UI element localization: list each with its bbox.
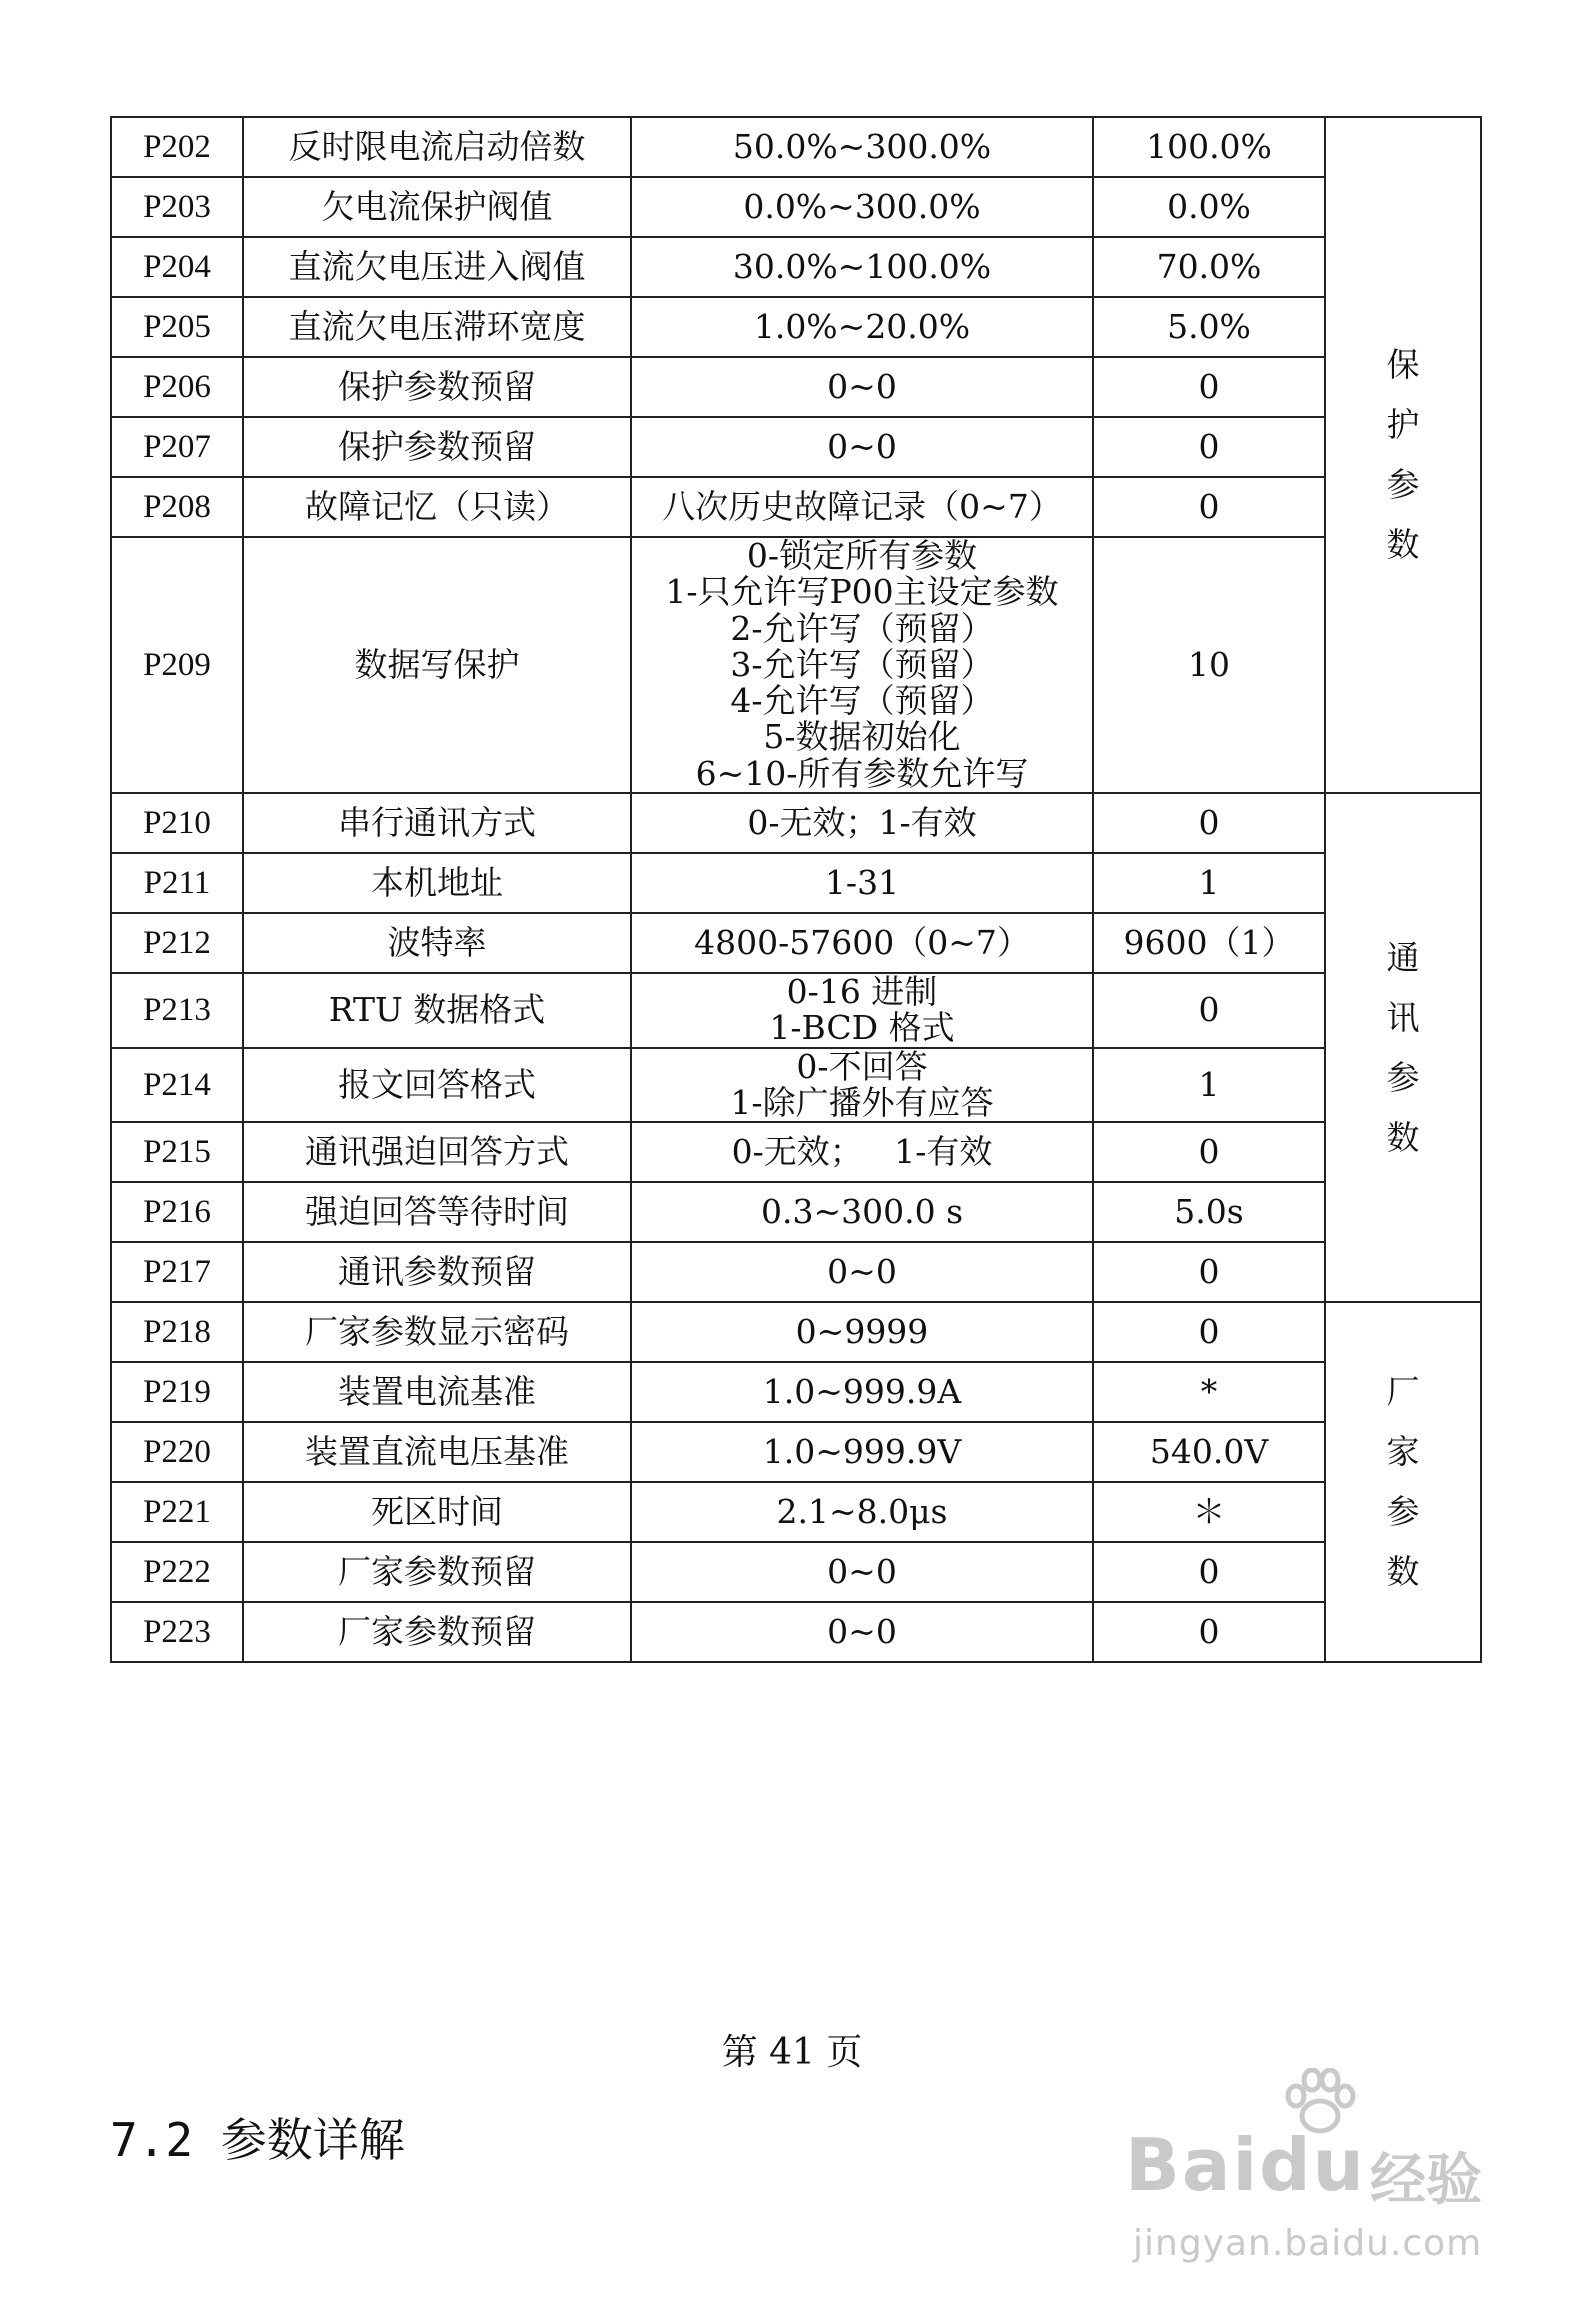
table-row: [111, 117, 1481, 177]
param-range: 0-不回答 1-除广播外有应答: [631, 1048, 1093, 1123]
table-row: [111, 1482, 1481, 1542]
param-code: P210: [111, 793, 243, 853]
param-default: 0: [1093, 1602, 1325, 1662]
table-row: [111, 1362, 1481, 1422]
param-code: P213: [111, 973, 243, 1048]
param-range: 0~0: [631, 1542, 1093, 1602]
param-name: 报文回答格式: [243, 1048, 631, 1123]
table-row: [111, 477, 1481, 537]
param-default: 0.0%: [1093, 177, 1325, 237]
param-code: P221: [111, 1482, 243, 1542]
param-range: 50.0%~300.0%: [631, 117, 1093, 177]
param-range: 0-锁定所有参数 1-只允许写P00主设定参数 2-允许写（预留） 3-允许写（预留） 4-允许写（预留） 5-数据初始化 6~10-所有参数允许写: [631, 537, 1093, 793]
table-row: [111, 973, 1481, 1048]
table-row: [111, 913, 1481, 973]
param-name: 厂家参数预留: [243, 1602, 631, 1662]
param-default: 0: [1093, 973, 1325, 1048]
param-code: P212: [111, 913, 243, 973]
param-default: 0: [1093, 1242, 1325, 1302]
param-code: P215: [111, 1122, 243, 1182]
table-row: [111, 1182, 1481, 1242]
param-code: P211: [111, 853, 243, 913]
table-row: [111, 1048, 1481, 1123]
param-range: 0-无效； 1-有效: [631, 1122, 1093, 1182]
param-range: 八次历史故障记录（0~7）: [631, 477, 1093, 537]
param-default: 70.0%: [1093, 237, 1325, 297]
param-name: 强迫回答等待时间: [243, 1182, 631, 1242]
param-default: ＊: [1093, 1482, 1325, 1542]
param-name: 直流欠电压进入阀值: [243, 237, 631, 297]
param-range: 1.0~999.9V: [631, 1422, 1093, 1482]
param-name: 保护参数预留: [243, 417, 631, 477]
table-row: [111, 177, 1481, 237]
param-code: P217: [111, 1242, 243, 1302]
param-code: P204: [111, 237, 243, 297]
param-name: 故障记忆（只读）: [243, 477, 631, 537]
table-row: [111, 1542, 1481, 1602]
param-range: 30.0%~100.0%: [631, 237, 1093, 297]
param-name: 保护参数预留: [243, 357, 631, 417]
param-name: 欠电流保护阀值: [243, 177, 631, 237]
param-default: 5.0%: [1093, 297, 1325, 357]
param-default: 9600（1）: [1093, 913, 1325, 973]
param-range: 1.0~999.9A: [631, 1362, 1093, 1422]
table-row: [111, 237, 1481, 297]
param-code: P219: [111, 1362, 243, 1422]
watermark-brand-cn: 经验: [1370, 2148, 1482, 2213]
param-code: P205: [111, 297, 243, 357]
param-default: 0: [1093, 477, 1325, 537]
param-default: 0: [1093, 1122, 1325, 1182]
param-range: 0-无效；1-有效: [631, 793, 1093, 853]
param-name: 数据写保护: [243, 537, 631, 793]
param-default: *: [1093, 1362, 1325, 1422]
param-range: 4800-57600（0~7）: [631, 913, 1093, 973]
table-row: [111, 793, 1481, 853]
param-range: 0~0: [631, 417, 1093, 477]
parameter-table: [110, 116, 1482, 1663]
group-label-communication: 通 讯 参 数: [1325, 793, 1481, 1302]
param-default: 10: [1093, 537, 1325, 793]
param-name: 死区时间: [243, 1482, 631, 1542]
param-code: P202: [111, 117, 243, 177]
table-row: [111, 297, 1481, 357]
param-code: P214: [111, 1048, 243, 1123]
group-label-protection: 保 护 参 数: [1325, 117, 1481, 793]
table-row: [111, 417, 1481, 477]
param-name: 串行通讯方式: [243, 793, 631, 853]
page-number: 第 41 页: [721, 2032, 863, 2073]
param-default: 100.0%: [1093, 117, 1325, 177]
param-range: 1.0%~20.0%: [631, 297, 1093, 357]
param-name: 反时限电流启动倍数: [243, 117, 631, 177]
table-row: [111, 853, 1481, 913]
table-row: [111, 1122, 1481, 1182]
param-range: 0.0%~300.0%: [631, 177, 1093, 237]
param-name: 直流欠电压滞环宽度: [243, 297, 631, 357]
param-code: P208: [111, 477, 243, 537]
param-name: 波特率: [243, 913, 631, 973]
param-code: P222: [111, 1542, 243, 1602]
param-default: 540.0V: [1093, 1422, 1325, 1482]
param-name: 通讯强迫回答方式: [243, 1122, 631, 1182]
table-row: [111, 1242, 1481, 1302]
param-code: P220: [111, 1422, 243, 1482]
table-row: [111, 1422, 1481, 1482]
param-code: P223: [111, 1602, 243, 1662]
param-default: 0: [1093, 1542, 1325, 1602]
param-code: P216: [111, 1182, 243, 1242]
param-range: 0-16 进制 1-BCD 格式: [631, 973, 1093, 1048]
section-heading: 7.2 参数详解: [110, 2113, 405, 2167]
param-range: 1-31: [631, 853, 1093, 913]
param-name: 厂家参数显示密码: [243, 1302, 631, 1362]
table-row: [111, 1602, 1481, 1662]
param-default: 0: [1093, 417, 1325, 477]
param-code: P203: [111, 177, 243, 237]
param-code: P207: [111, 417, 243, 477]
table-row: [111, 537, 1481, 793]
table-row: [111, 1302, 1481, 1362]
param-range: 2.1~8.0μs: [631, 1482, 1093, 1542]
param-name: 厂家参数预留: [243, 1542, 631, 1602]
param-range: 0.3~300.0 s: [631, 1182, 1093, 1242]
baidu-jingyan-watermark: [1125, 2068, 1505, 2278]
group-label-factory: 厂 家 参 数: [1325, 1302, 1481, 1662]
param-default: 0: [1093, 1302, 1325, 1362]
param-default: 0: [1093, 793, 1325, 853]
watermark-url: jingyan.baidu.com: [1133, 2223, 1483, 2264]
param-code: P209: [111, 537, 243, 793]
param-name: 装置直流电压基准: [243, 1422, 631, 1482]
watermark-brand: Baidu: [1125, 2123, 1366, 2207]
param-default: 5.0s: [1093, 1182, 1325, 1242]
param-range: 0~0: [631, 1242, 1093, 1302]
param-name: RTU 数据格式: [243, 973, 631, 1048]
param-name: 装置电流基准: [243, 1362, 631, 1422]
param-default: 1: [1093, 853, 1325, 913]
param-code: P206: [111, 357, 243, 417]
param-default: 1: [1093, 1048, 1325, 1123]
table-row: [111, 357, 1481, 417]
param-default: 0: [1093, 357, 1325, 417]
param-name: 本机地址: [243, 853, 631, 913]
param-range: 0~0: [631, 357, 1093, 417]
param-range: 0~9999: [631, 1302, 1093, 1362]
param-range: 0~0: [631, 1602, 1093, 1662]
param-code: P218: [111, 1302, 243, 1362]
param-name: 通讯参数预留: [243, 1242, 631, 1302]
